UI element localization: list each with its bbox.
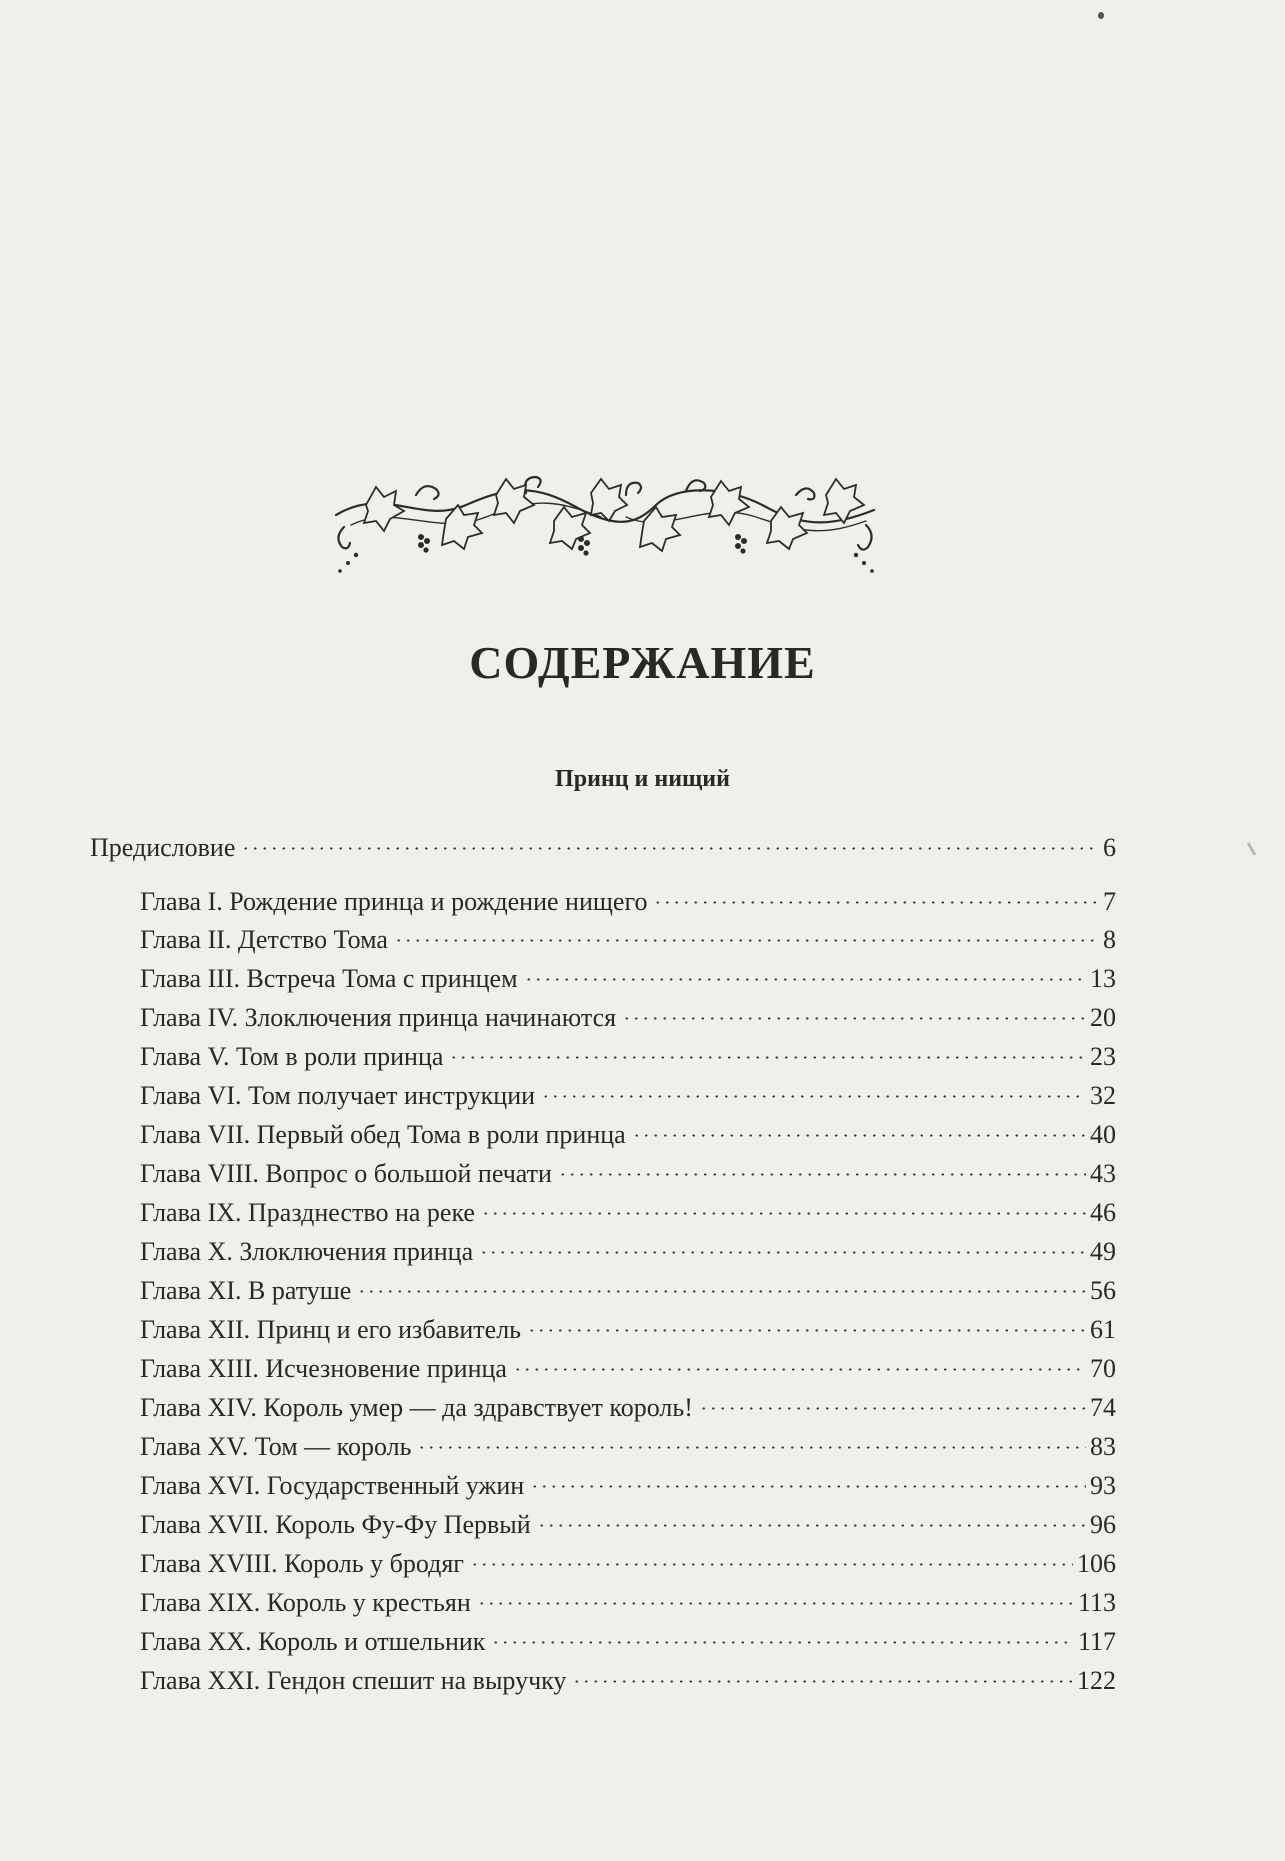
toc-entry-label: Глава II. Детство Тома: [140, 925, 388, 954]
toc-entry[interactable]: [140, 1230, 1116, 1266]
dot-leader: [357, 1269, 1086, 1299]
dot-leader: [241, 826, 1099, 856]
toc-page-number: 49: [1090, 1237, 1116, 1266]
toc-page-number: 113: [1077, 1588, 1116, 1617]
toc-entry-label: Глава XII. Принц и его избавитель: [140, 1315, 522, 1344]
toc-page-number: 117: [1077, 1627, 1116, 1656]
toc-page-number: 93: [1090, 1471, 1116, 1500]
toc-entry-label: Глава XVI. Государственный ужин: [140, 1471, 525, 1500]
dot-leader: [524, 957, 1086, 987]
toc-entry[interactable]: [140, 1113, 1116, 1149]
dot-leader: [449, 1035, 1086, 1065]
dot-leader: [491, 1620, 1074, 1650]
toc-entry-label: Глава XVII. Король Фу-Фу Первый: [140, 1510, 531, 1539]
vine-ornament-icon: [326, 455, 886, 585]
toc-entry[interactable]: [140, 1464, 1116, 1500]
toc-entry[interactable]: [140, 880, 1116, 916]
toc-page-number: 6: [1103, 833, 1116, 862]
toc-entry-label: Глава IV. Злоключения принца начинаются: [140, 1003, 617, 1032]
dot-leader: [530, 1464, 1086, 1494]
toc-entry-label: Предисловие: [90, 833, 236, 862]
toc-entry[interactable]: [140, 918, 1116, 954]
toc-entry-label: Глава I. Рождение принца и рождение нищего: [140, 887, 648, 916]
toc-page-number: 61: [1090, 1315, 1116, 1344]
toc-entry[interactable]: [140, 1308, 1116, 1344]
toc-entry[interactable]: [140, 1659, 1116, 1695]
toc-entry-preface[interactable]: [90, 826, 1116, 862]
toc-entry[interactable]: [140, 1425, 1116, 1461]
toc-entry[interactable]: [140, 1074, 1116, 1110]
toc-entry-label: Глава III. Встреча Тома с принцем: [140, 964, 518, 993]
dot-leader: [699, 1386, 1086, 1416]
toc-entry-label: Глава XIX. Король у крестьян: [140, 1588, 471, 1617]
dot-leader: [653, 880, 1099, 910]
toc-entry-label: Глава VI. Том получает инструкции: [140, 1081, 536, 1110]
toc-page-number: 70: [1090, 1354, 1116, 1383]
toc-entry-label: Глава VIII. Вопрос о большой печати: [140, 1159, 552, 1188]
dot-leader: [479, 1230, 1086, 1260]
toc-entry[interactable]: [140, 1035, 1116, 1071]
dot-leader: [527, 1308, 1086, 1338]
dot-leader: [572, 1659, 1073, 1689]
dot-leader: [622, 996, 1086, 1026]
toc-entry[interactable]: [140, 1386, 1116, 1422]
toc-entry[interactable]: [140, 1269, 1116, 1305]
dot-leader: [513, 1347, 1086, 1377]
toc-entry-label: Глава XIII. Исчезновение принца: [140, 1354, 507, 1383]
toc-entry[interactable]: [140, 1191, 1116, 1227]
dot-leader: [470, 1542, 1073, 1572]
toc-entry[interactable]: [140, 1347, 1116, 1383]
toc-entry-label: Глава VII. Первый обед Тома в роли принца: [140, 1120, 626, 1149]
dot-leader: [541, 1074, 1086, 1104]
toc-page-number: 7: [1103, 887, 1116, 916]
toc-entry-label: Глава V. Том в роли принца: [140, 1042, 444, 1071]
toc-page-number: 20: [1090, 1003, 1116, 1032]
toc-entry-label: Глава X. Злоключения принца: [140, 1237, 474, 1266]
toc-entry[interactable]: [140, 1581, 1116, 1617]
toc-entry-label: Глава XV. Том — король: [140, 1432, 412, 1461]
dot-leader: [632, 1113, 1086, 1143]
dot-leader: [394, 918, 1099, 948]
page-title: СОДЕРЖАНИЕ: [469, 637, 816, 688]
toc-entry[interactable]: [140, 1620, 1116, 1656]
toc-entry[interactable]: [140, 1152, 1116, 1188]
toc-page-number: 96: [1090, 1510, 1116, 1539]
toc-page-number: 43: [1090, 1159, 1116, 1188]
dot-leader: [417, 1425, 1086, 1455]
toc-page-number: 13: [1090, 964, 1116, 993]
toc-page-number: 83: [1090, 1432, 1116, 1461]
book-title: Принц и нищий: [555, 766, 730, 792]
toc-entry-label: Глава XIV. Король умер — да здравствует король!: [140, 1393, 693, 1422]
toc-page-number: 40: [1090, 1120, 1116, 1149]
toc-entry[interactable]: [140, 1542, 1116, 1578]
toc-entry-label: Глава XX. Король и отшельник: [140, 1627, 486, 1656]
toc-page-number: 56: [1090, 1276, 1116, 1305]
ink-speck: [1098, 12, 1104, 19]
dot-leader: [537, 1503, 1086, 1533]
toc-page-number: 23: [1090, 1042, 1116, 1071]
toc-page-number: 122: [1077, 1666, 1116, 1695]
toc-entry-label: Глава IX. Празднество на реке: [140, 1198, 475, 1227]
toc-entry-label: Глава XVIII. Король у бродяг: [140, 1549, 464, 1578]
toc-page-number: 106: [1077, 1549, 1116, 1578]
toc-entry-label: Глава XXI. Гендон спешит на выручку: [140, 1666, 567, 1695]
dot-leader: [481, 1191, 1086, 1221]
toc-page-number: 46: [1090, 1198, 1116, 1227]
toc-page-number: 74: [1090, 1393, 1116, 1422]
toc-entry[interactable]: [140, 996, 1116, 1032]
paper-mark: [1247, 842, 1257, 856]
toc-entry[interactable]: [140, 1503, 1116, 1539]
toc-page-number: 8: [1103, 925, 1116, 954]
toc-page-number: 32: [1090, 1081, 1116, 1110]
toc-entry-label: Глава XI. В ратуше: [140, 1276, 352, 1305]
dot-leader: [558, 1152, 1086, 1182]
toc-entry[interactable]: [140, 957, 1116, 993]
dot-leader: [477, 1581, 1074, 1611]
